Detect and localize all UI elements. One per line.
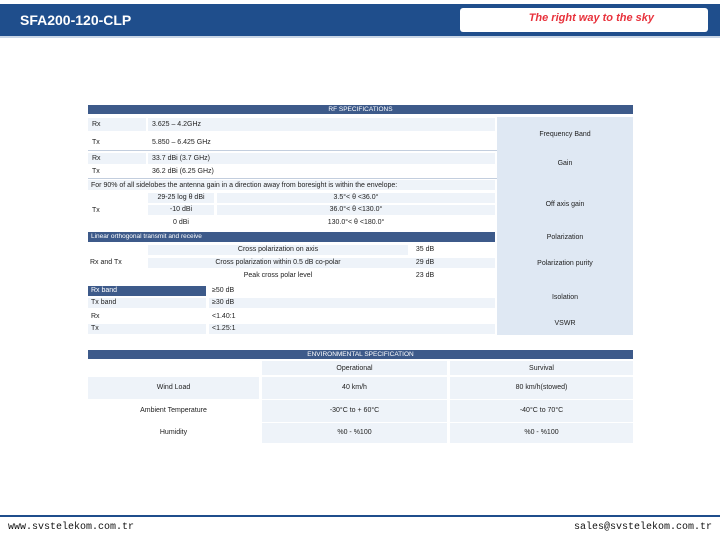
vswr-tx-value: <1.25:1 (212, 325, 236, 332)
gain-rx-band: Rx (92, 155, 101, 162)
offaxis-angle-1: 3.5°< θ <36.0° (333, 194, 379, 201)
header-divider (0, 36, 720, 38)
env-row-wind-operational: 40 km/h (342, 384, 367, 391)
gain-label: Gain (557, 160, 573, 167)
gain-rx-value: 33.7 dBi (3.7 GHz) (152, 155, 210, 162)
env-row-temp-operational: -30°C to + 60°C (329, 407, 380, 414)
env-spec-header: ENVIRONMENTAL SPECIFICATION (88, 350, 633, 359)
purity-value-3: 23 dB (415, 272, 435, 279)
purity-name-2: Cross polarization within 0.5 dB co-polar (215, 259, 341, 266)
purity-name-1: Cross polarization on axis (237, 246, 319, 253)
env-row-humidity-survival: %0 - %100 (524, 429, 559, 436)
freq-tx-value: 5.850 – 6.425 GHz (152, 139, 211, 146)
vswr-tx-band: Tx (91, 325, 99, 332)
env-row-wind-survival: 80 km/h(stowed) (515, 384, 568, 391)
gain-tx-value: 36.2 dBi (6.25 GHz) (152, 168, 214, 175)
freq-tx-band: Tx (92, 139, 100, 146)
env-row-temp-name: Ambient Temperature (140, 407, 207, 414)
product-title: SFA200-120-CLP (20, 12, 132, 28)
offaxis-angle-3: 130.0°< θ <180.0° (327, 219, 385, 226)
rf-spec-header: RF SPECIFICATIONS (88, 105, 633, 114)
purity-value-2: 29 dB (415, 259, 435, 266)
freq-label: Frequency Band (539, 131, 591, 138)
purity-band: Rx and Tx (90, 259, 122, 266)
footer-divider (0, 515, 720, 517)
purity-value-1: 35 dB (415, 246, 435, 253)
env-row-wind-name: Wind Load (156, 384, 191, 391)
env-row-humidity-operational: %0 - %100 (337, 429, 372, 436)
isolation-rx-band: Rx band (91, 287, 118, 294)
isolation-rx-value: ≥50 dB (212, 287, 235, 294)
isolation-tx-value: ≥30 dB (212, 299, 235, 306)
vswr-rx-value: <1.40:1 (212, 313, 236, 320)
env-col-survival: Survival (529, 365, 554, 372)
footer-email-link[interactable]: sales@svstelekom.com.tr (573, 522, 712, 533)
env-row-temp-survival: -40°C to 70°C (519, 407, 564, 414)
offaxis-gain-1: 29-25 log θ dBi (157, 194, 205, 201)
offaxis-angle-2: 36.0°< θ <130.0° (329, 206, 383, 213)
offaxis-gain-2: -10 dBi (169, 206, 193, 213)
offaxis-gain-3: 0 dBi (173, 219, 189, 226)
freq-rx-band: Rx (92, 121, 101, 128)
polarization-label: Polarization (546, 234, 584, 241)
isolation-label: Isolation (551, 294, 579, 301)
polarization-value: Linear orthogonal transmit and receive (88, 232, 495, 242)
env-row-humidity-name: Humidity (159, 429, 188, 436)
env-col-operational: Operational (336, 365, 373, 372)
vswr-rx-band: Rx (91, 313, 100, 320)
gain-tx-band: Tx (92, 168, 100, 175)
page-header (0, 0, 720, 40)
purity-label: Polarization purity (537, 260, 593, 267)
offaxis-note: For 90% of all sidelobes the antenna gain in a direction away from boresight is within the envelope: (91, 182, 398, 189)
slogan: The right way to the sky (528, 12, 654, 24)
purity-name-3: Peak cross polar level (243, 272, 313, 279)
footer-website-link[interactable]: www.svstelekom.com.tr (8, 522, 135, 533)
vswr-label: VSWR (554, 320, 576, 327)
offaxis-band: Tx (92, 207, 100, 214)
isolation-tx-band: Tx band (91, 299, 117, 306)
offaxis-label: Off axis gain (545, 201, 585, 208)
freq-rx-value: 3.625 – 4.2GHz (152, 121, 202, 128)
